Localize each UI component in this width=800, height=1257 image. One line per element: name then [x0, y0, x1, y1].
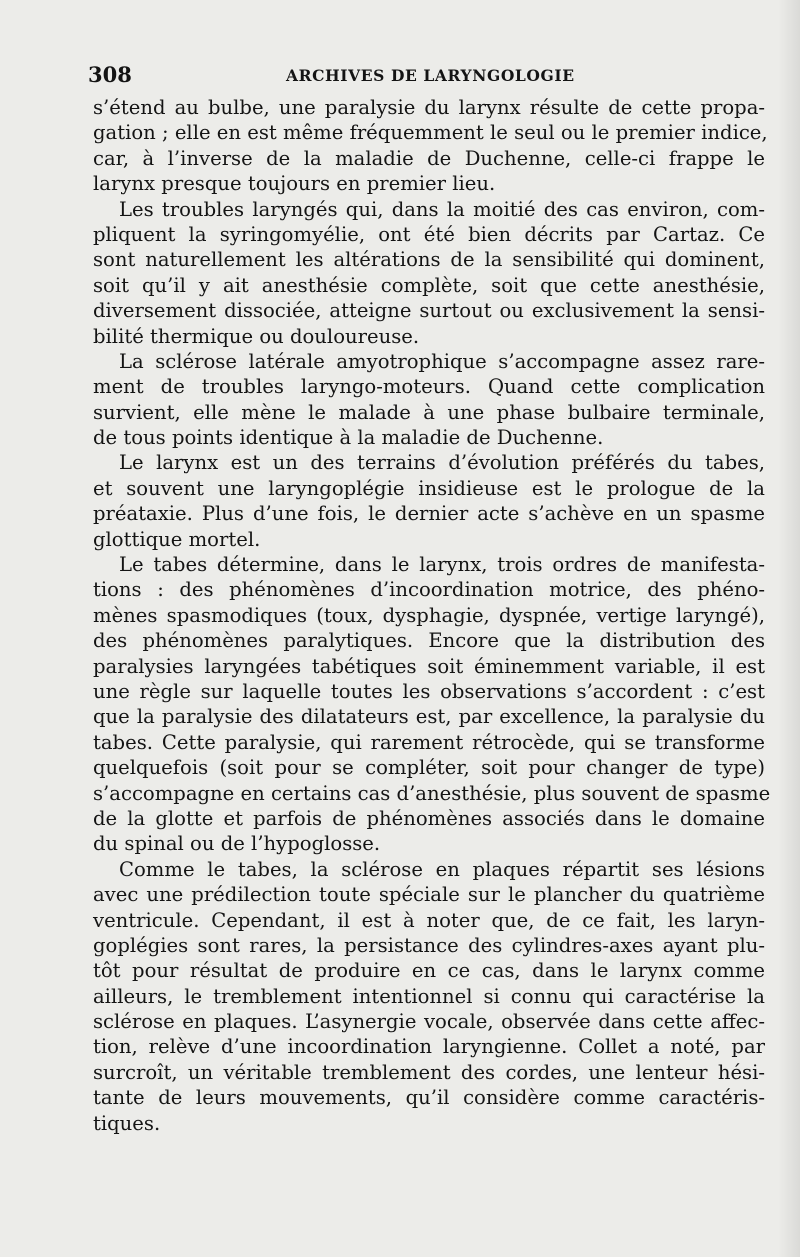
page-edge-shadow	[778, 0, 800, 1257]
text-line: de la glotte et parfois de phénomènes associés dans le domaine	[93, 806, 765, 830]
text-line: Comme le tabes, la sclérose en plaques répartit ses lésions	[119, 857, 765, 881]
text-line: tion, relève d’une incoordination laryngienne. Collet a noté, par	[93, 1035, 765, 1059]
text-line: Le tabes détermine, dans le larynx, trois ordres de manifesta-	[119, 553, 765, 577]
text-line: préataxie. Plus d’une fois, le dernier acte s’achève en un spasme	[93, 502, 765, 526]
text-line: et souvent une laryngoplégie insidieuse est le prologue de la	[93, 476, 765, 500]
text-line: ment de troubles laryngo-moteurs. Quand cette complication	[93, 375, 765, 399]
text-line: tôt pour résultat de produire en ce cas, dans le larynx comme	[93, 959, 765, 983]
text-line: mènes spasmodiques (toux, dysphagie, dyspnée, vertige laryngé),	[93, 603, 765, 627]
text-line: s’accompagne en certains cas d’anesthésie, plus souvent de spasme	[93, 781, 771, 805]
page-number: 308	[88, 62, 132, 87]
running-title: ARCHIVES DE LARYNGOLOGIE	[286, 66, 575, 85]
text-line: du spinal ou de l’hypoglosse.	[93, 832, 381, 856]
text-line: diversement dissociée, atteigne surtout ou exclusivement la sensi-	[93, 299, 765, 323]
text-line: soit qu’il y ait anesthésie complète, soit que cette anesthésie,	[93, 273, 765, 297]
text-line: goplégies sont rares, la persistance des cylindres-axes ayant plu-	[93, 933, 765, 957]
text-line: La sclérose latérale amyotrophique s’accompagne assez rare-	[119, 349, 765, 373]
text-line: des phénomènes paralytiques. Encore que la distribution des	[93, 629, 765, 653]
text-line: une règle sur laquelle toutes les observations s’accordent : c’est	[93, 679, 765, 703]
text-line: tions : des phénomènes d’incoordination motrice, des phéno-	[93, 578, 765, 602]
text-line: car, à l’inverse de la maladie de Duchenne, celle-ci frappe le	[93, 146, 765, 170]
text-line: tante de leurs mouvements, qu’il considère comme caractéris-	[93, 1086, 765, 1110]
text-line: glottique mortel.	[93, 527, 261, 551]
text-line: Le larynx est un des terrains d’évolution préférés du tabes,	[119, 451, 765, 475]
text-line: sont naturellement les altérations de la sensibilité qui dominent,	[93, 248, 765, 272]
text-line: que la paralysie des dilatateurs est, par excellence, la paralysie du	[93, 705, 765, 729]
text-line: quelquefois (soit pour se compléter, soit pour changer de type)	[93, 756, 765, 780]
text-line: tiques.	[93, 1111, 161, 1135]
text-line: pliquent la syringomyélie, ont été bien décrits par Cartaz. Ce	[93, 222, 765, 246]
text-line: larynx presque toujours en premier lieu.	[93, 172, 496, 196]
text-line: avec une prédilection toute spéciale sur le plancher du quatrième	[93, 883, 765, 907]
text-line: sclérose en plaques. L’asynergie vocale, observée dans cette affec-	[93, 1010, 765, 1034]
page-header	[88, 62, 768, 92]
text-line: surcroît, un véritable tremblement des cordes, une lenteur hési-	[93, 1060, 765, 1084]
text-line: paralysies laryngées tabétiques soit éminemment variable, il est	[93, 654, 765, 678]
text-line: gation ; elle en est même fréquemment le seul ou le premier indice,	[93, 121, 768, 145]
text-line: s’étend au bulbe, une paralysie du larynx résulte de cette propa-	[93, 96, 765, 119]
text-line: Les troubles laryngés qui, dans la moitié des cas environ, com-	[119, 197, 765, 221]
text-line: bilité thermique ou douloureuse.	[93, 324, 420, 348]
body-text	[93, 95, 771, 1136]
text-line: de tous points identique à la maladie de Duchenne.	[93, 426, 604, 450]
text-line: ailleurs, le tremblement intentionnel si connu qui caractérise la	[93, 984, 765, 1008]
text-line: ventricule. Cependant, il est à noter que, de ce fait, les laryn-	[93, 908, 765, 932]
text-line: survient, elle mène le malade à une phase bulbaire terminale,	[93, 400, 765, 424]
text-line: tabes. Cette paralysie, qui rarement rétrocède, qui se transforme	[93, 730, 765, 754]
